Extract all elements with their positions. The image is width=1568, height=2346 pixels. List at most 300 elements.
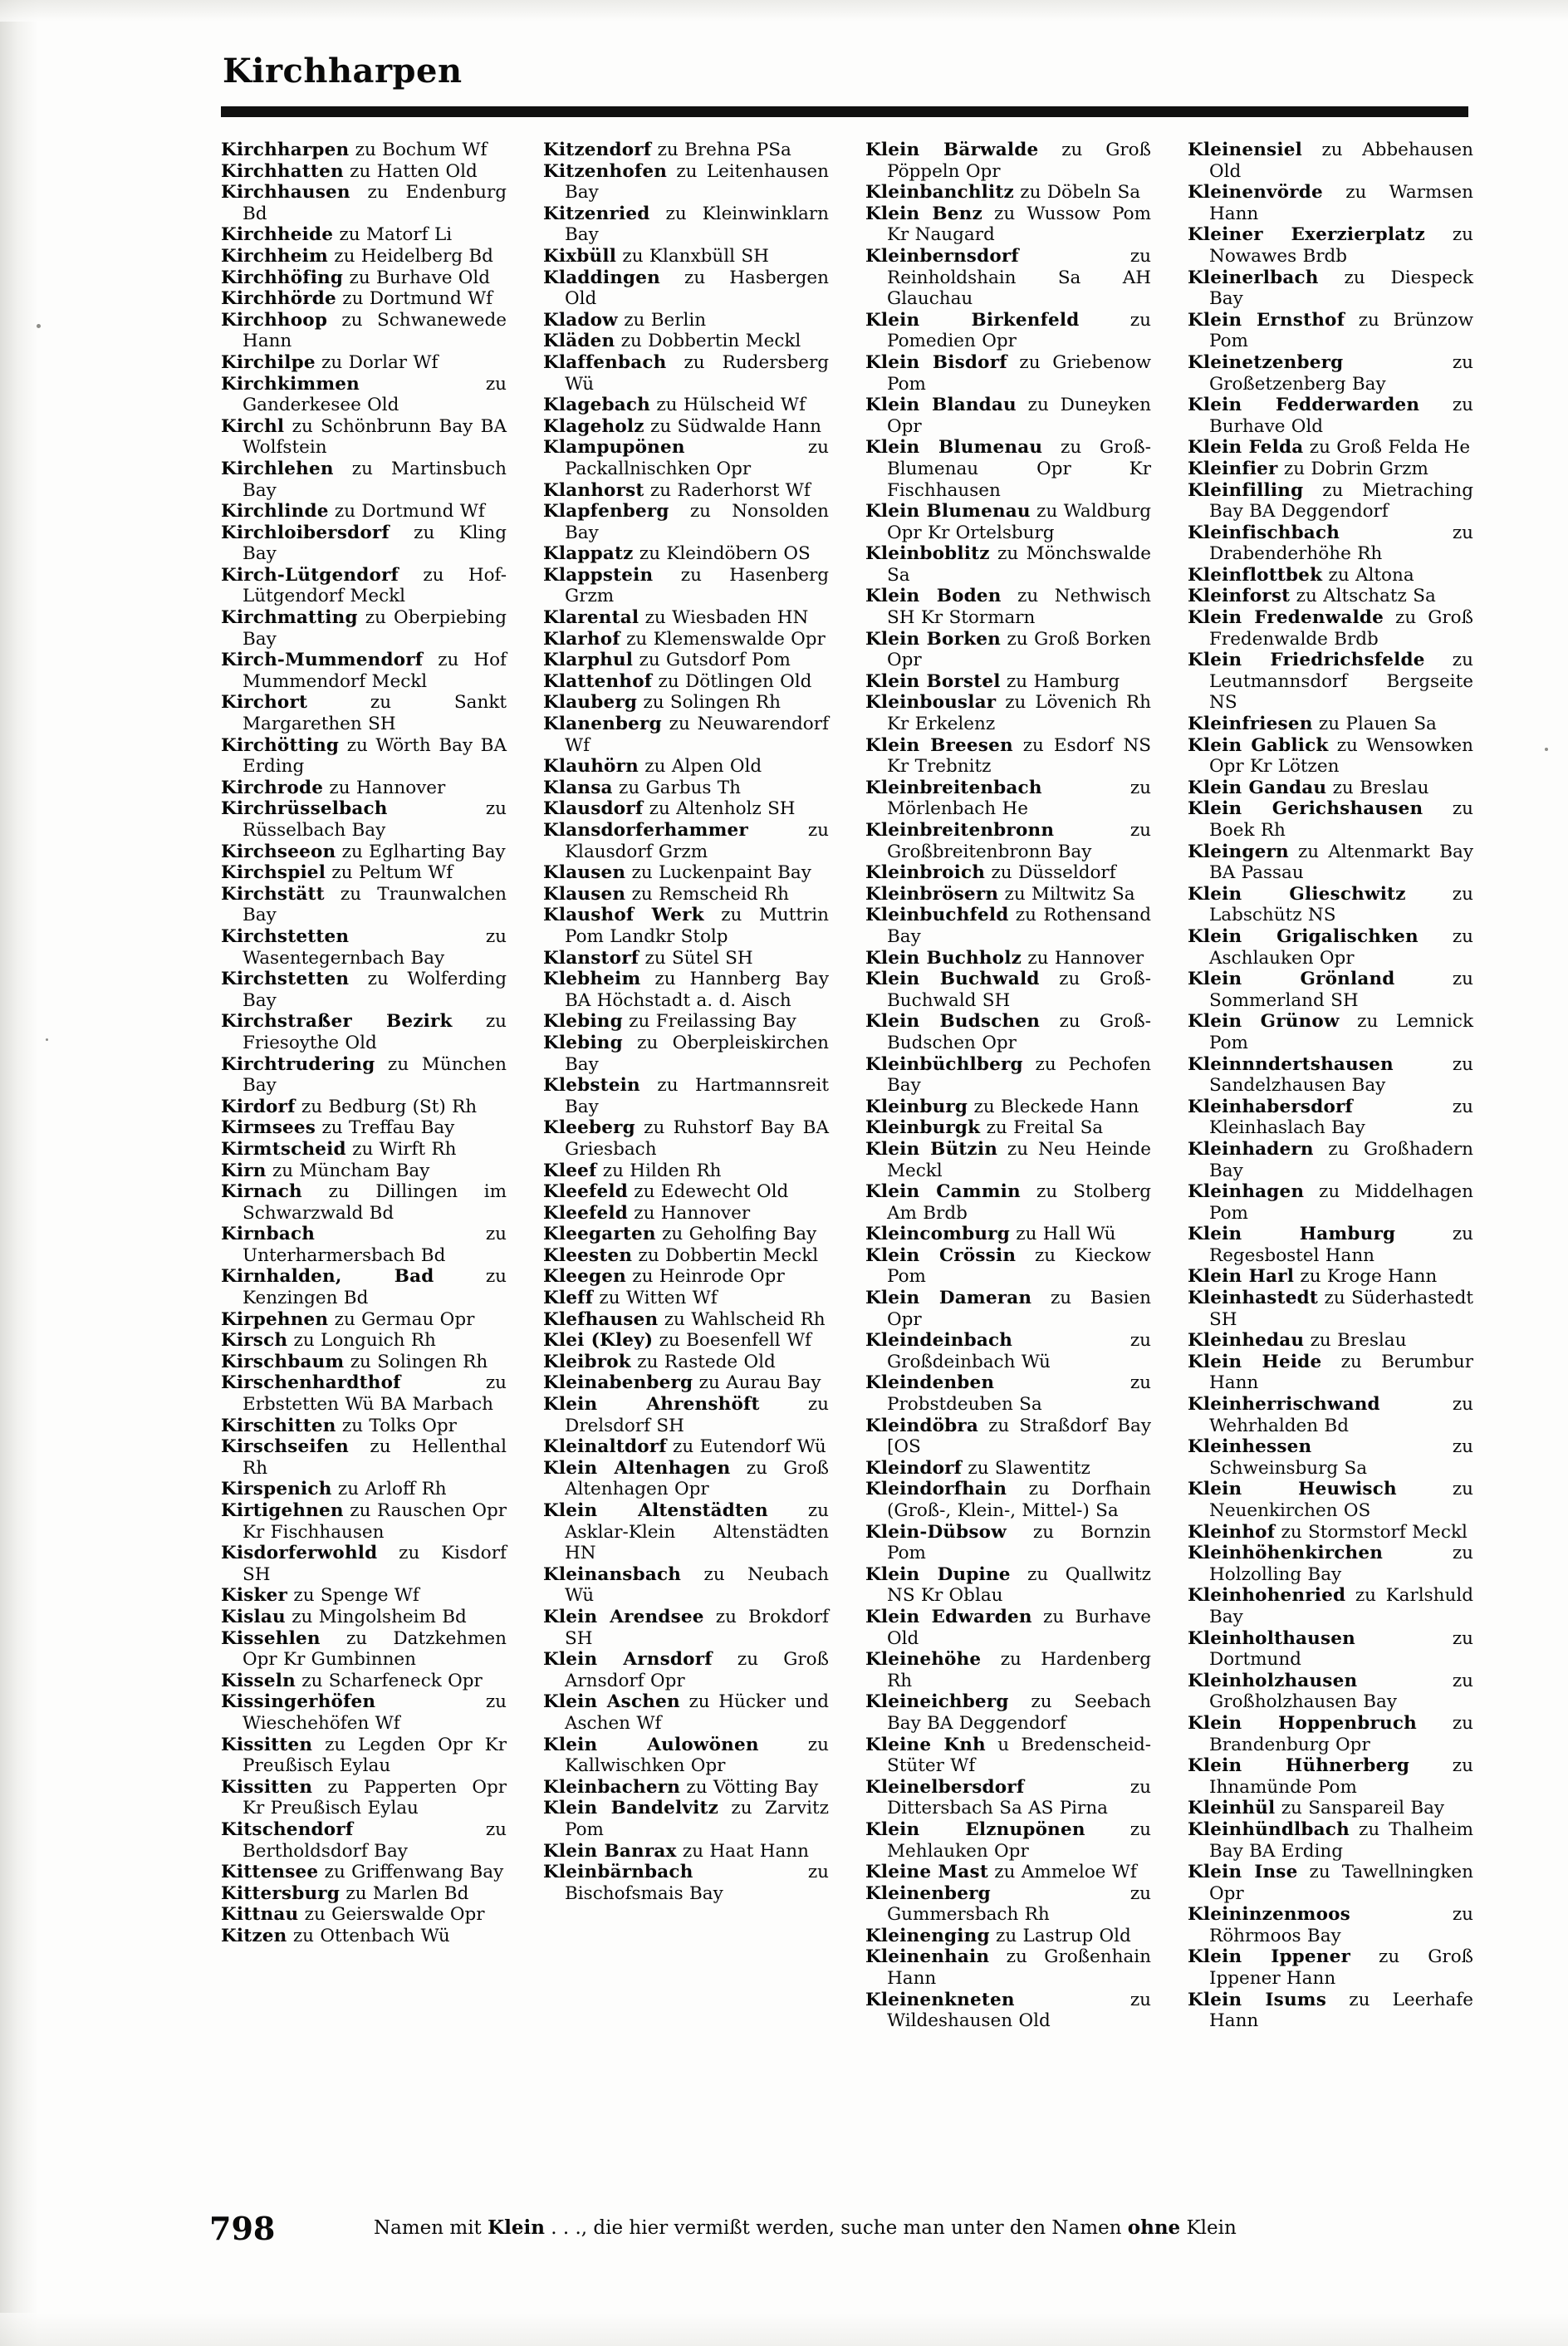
entry-reference: zu Großholzhausen Bay	[1209, 1670, 1473, 1713]
entry-reference: zu Eutendorf Wü	[666, 1436, 826, 1458]
entry-reference: zu Bischofsmais Bay	[565, 1862, 829, 1904]
entry-reference: zu Arloff Rh	[331, 1479, 447, 1500]
index-entry	[543, 161, 829, 204]
index-entry	[1188, 926, 1473, 969]
entry-headword: Kleinenging	[865, 1925, 990, 1946]
index-entry	[543, 1372, 829, 1394]
entry-headword: Kleinbreitenbach	[865, 777, 1042, 798]
entry-reference: zu Hasenberg Grzm	[565, 564, 829, 607]
entry-headword: Kisdorferwohld	[221, 1543, 378, 1564]
index-column-2	[543, 140, 829, 2167]
entry-reference: zu Ruhstorf Bay BA Griesbach	[565, 1117, 829, 1160]
entry-reference: zu Mingolsheim Bd	[285, 1606, 467, 1627]
entry-reference: zu Groß-Buchwald SH	[887, 969, 1151, 1011]
entry-reference: zu Lastrup Old	[989, 1925, 1131, 1946]
index-column-1	[221, 140, 507, 2167]
entry-reference: zu Hannover	[1022, 947, 1144, 969]
entry-reference: zu Gutsdorf Pom	[633, 650, 791, 671]
index-entry	[221, 650, 507, 692]
index-entry	[221, 1926, 507, 1947]
entry-reference: zu Miltwitz Sa	[998, 883, 1135, 905]
entry-reference: zu Traunwalchen Bay	[243, 883, 507, 926]
entry-reference: zu Dobbertin Meckl	[615, 331, 801, 352]
entry-headword: Kleinholzhausen	[1188, 1670, 1358, 1691]
entry-reference: zu Martinsbuch Bay	[243, 458, 507, 501]
entry-reference: zu Neuwarendorf Wf	[565, 714, 829, 756]
entry-reference: zu Hamburg	[1000, 670, 1120, 692]
entry-reference: zu Treffau Bay	[316, 1117, 455, 1139]
index-entry	[543, 650, 829, 671]
index-entry	[865, 1117, 1151, 1139]
entry-headword: Kittensee	[221, 1862, 319, 1883]
entry-headword: Kleegarten	[543, 1224, 656, 1245]
entry-reference: zu Holzolling Bay	[1209, 1543, 1473, 1585]
index-entry	[865, 1224, 1151, 1245]
entry-headword: Klein Isums	[1188, 1989, 1327, 2010]
entry-headword: Klein Aulowönen	[543, 1734, 759, 1755]
entry-reference: zu Kallwischken Opr	[565, 1734, 829, 1777]
index-entry	[543, 1288, 829, 1309]
entry-reference: zu Wiesbaden HN	[639, 607, 809, 629]
entry-reference: zu Döbeln Sa	[1013, 182, 1141, 204]
entry-reference: zu Hardenberg Rh	[887, 1649, 1151, 1691]
entry-reference: zu Slawentitz	[962, 1457, 1090, 1479]
index-entry	[543, 1011, 829, 1033]
entry-reference: zu Dobrin Grzm	[1277, 458, 1428, 479]
entry-reference: zu Groß-Budschen Opr	[887, 1011, 1151, 1053]
index-entry	[1188, 778, 1473, 799]
entry-headword: Klebstein	[543, 1075, 640, 1097]
index-entry	[221, 182, 507, 224]
index-entry	[221, 1691, 507, 1734]
index-entry	[1188, 1394, 1473, 1436]
index-entry	[221, 1479, 507, 1500]
entry-headword: Kirnhalden, Bad	[221, 1266, 434, 1288]
entry-headword: Klein Heide	[1188, 1351, 1322, 1372]
entry-reference: zu Eglharting Bay	[336, 841, 506, 862]
entry-reference: zu Lövenich Rh Kr Erkelenz	[887, 692, 1151, 735]
entry-headword: Klein Cammin	[865, 1181, 1021, 1203]
entry-headword: Klein Birkenfeld	[865, 309, 1080, 331]
entry-reference: zu Groß Borken Opr	[887, 628, 1151, 671]
index-entry	[1188, 480, 1473, 523]
entry-reference: zu Altona	[1322, 564, 1414, 586]
index-entry	[1188, 310, 1473, 352]
index-entry	[1188, 1543, 1473, 1585]
entry-reference: zu Rastede Old	[630, 1351, 776, 1372]
index-entry	[865, 1926, 1151, 1947]
entry-reference: zu Mörlenbach He	[887, 777, 1151, 820]
index-entry	[543, 905, 829, 947]
index-entry	[221, 1777, 507, 1819]
entry-headword: Kleine Knh	[865, 1734, 986, 1755]
entry-reference: zu Bedburg (St) Rh	[295, 1096, 478, 1117]
index-entry	[221, 1416, 507, 1437]
index-entry	[543, 1798, 829, 1840]
entry-headword: Kleefeld	[543, 1181, 628, 1203]
entry-reference: zu Rüsselbach Bay	[243, 798, 507, 841]
index-entry	[1188, 735, 1473, 778]
entry-headword: Kleinfriesen	[1188, 714, 1313, 735]
entry-headword: Kleinforst	[1188, 586, 1291, 607]
index-entry	[543, 714, 829, 756]
index-entry	[543, 1649, 829, 1691]
entry-headword: Kleinbreitenbronn	[865, 820, 1055, 841]
index-entry	[543, 1352, 829, 1373]
index-entry	[865, 1416, 1151, 1458]
entry-headword: Kläden	[543, 331, 615, 352]
index-entry	[1188, 1224, 1473, 1266]
index-entry	[543, 543, 829, 565]
entry-headword: Kirnach	[221, 1181, 302, 1203]
entry-headword: Kleinhof	[1188, 1521, 1276, 1543]
entry-reference: zu Basien Opr	[887, 1288, 1151, 1330]
index-entry	[865, 1862, 1151, 1883]
index-entry	[221, 1139, 507, 1161]
index-entry	[865, 586, 1151, 628]
entry-headword: Kittnau	[221, 1904, 299, 1926]
entry-reference: zu Stolberg Am Brdb	[887, 1181, 1152, 1224]
entry-headword: Klein Elznupönen	[865, 1818, 1085, 1840]
entry-headword: Kirchstetten	[221, 969, 350, 990]
entry-reference: zu Nowawes Brdb	[1209, 224, 1473, 267]
entry-reference: zu Drabenderhöhe Rh	[1209, 522, 1473, 565]
entry-headword: Klausen	[543, 862, 626, 884]
entry-headword: Klein Glieschwitz	[1188, 883, 1406, 905]
index-entry	[865, 1777, 1151, 1819]
entry-reference: zu Edewecht Old	[627, 1181, 789, 1203]
entry-reference: zu Middelhagen Pom	[1209, 1181, 1473, 1224]
entry-reference: zu Hellenthal Rh	[243, 1436, 507, 1479]
entry-reference: zu Leutmannsdorf Bergseite NS	[1209, 650, 1473, 714]
entry-headword: Kleinbanchlitz	[865, 182, 1014, 204]
index-entry	[543, 862, 829, 884]
entry-headword: Kleinelbersdorf	[865, 1776, 1025, 1798]
index-entry	[865, 948, 1151, 969]
index-entry	[221, 288, 507, 310]
index-entry	[1188, 352, 1473, 395]
entry-headword: Klein Blumenau	[865, 437, 1043, 459]
entry-reference: zu Straßdorf Bay [OS	[887, 1415, 1151, 1458]
entry-reference: zu Plauen Sa	[1312, 714, 1437, 735]
entry-reference: zu Groß Felda He	[1303, 437, 1471, 459]
entry-reference: zu Mehlauken Opr	[887, 1818, 1151, 1862]
entry-headword: Kirchlinde	[221, 501, 329, 523]
entry-headword: Kirchloibersdorf	[221, 522, 390, 543]
index-entry	[865, 310, 1151, 352]
entry-headword: Kleinbouslar	[865, 692, 997, 714]
index-entry	[865, 1883, 1151, 1926]
entry-headword: Kisker	[221, 1585, 288, 1607]
index-entry	[865, 1479, 1151, 1521]
entry-headword: Klein Boden	[865, 586, 1002, 607]
index-entry	[221, 267, 507, 289]
entry-reference: zu Rothensand Bay	[887, 905, 1151, 947]
index-entry	[1188, 267, 1473, 310]
entry-reference: zu Groß Altenhagen Opr	[565, 1457, 830, 1500]
entry-reference: zu Dötlingen Old	[652, 670, 812, 692]
index-entry	[1188, 459, 1473, 480]
index-entry	[865, 204, 1151, 246]
index-entry	[221, 735, 507, 778]
entry-reference: zu Ottenbach Wü	[287, 1925, 450, 1946]
index-entry	[543, 607, 829, 629]
index-entry	[543, 1607, 829, 1649]
entry-reference: zu Datzkehmen Opr Kr Gumbinnen	[243, 1627, 507, 1671]
index-entry	[865, 862, 1151, 884]
entry-headword: Klein Bützin	[865, 1138, 998, 1160]
entry-headword: Kleinboblitz	[865, 543, 990, 565]
index-entry	[1188, 1990, 1473, 2032]
entry-reference: zu Müncham Bay	[266, 1160, 430, 1181]
index-entry	[1188, 1755, 1473, 1798]
entry-headword: Kissitten	[221, 1776, 313, 1798]
entry-reference: zu Garbus Th	[612, 777, 741, 798]
entry-reference: zu Haat Hann	[676, 1840, 809, 1862]
entry-reference: zu Groß Fredenwalde Brdb	[1209, 607, 1473, 650]
entry-headword: Kirchort	[221, 692, 308, 714]
entry-reference: zu Hatten Old	[343, 160, 478, 182]
entry-reference: zu Regesbostel Hann	[1209, 1224, 1474, 1266]
entry-headword: Klein Edwarden	[865, 1606, 1032, 1627]
entry-reference: zu Labschütz NS	[1209, 883, 1473, 926]
entry-reference: zu Raderhorst Wf	[644, 479, 811, 501]
index-entry	[543, 1181, 829, 1203]
index-entry	[221, 1436, 507, 1479]
entry-reference: zu Bochum Wf	[349, 140, 488, 160]
entry-reference: zu Asklar-Klein Altenstädten HN	[565, 1500, 830, 1564]
index-entry	[543, 501, 829, 543]
entry-reference: zu Wörth Bay BA Erding	[243, 734, 507, 778]
entry-reference: zu Hall Wü	[1009, 1224, 1116, 1245]
entry-headword: Klein Borken	[865, 628, 1001, 650]
entry-reference: zu Wussow Pom Kr Naugard	[887, 203, 1151, 246]
entry-headword: Kleinfilling	[1188, 479, 1304, 501]
entry-reference: zu Hasbergen Old	[565, 267, 829, 310]
entry-headword: Klein Hühnerberg	[1188, 1755, 1410, 1777]
entry-headword: Kleinbrösern	[865, 883, 999, 905]
entry-headword: Kirchharpen	[221, 140, 350, 160]
index-entry	[221, 884, 507, 926]
entry-reference: zu Altenmarkt Bay BA Passau	[1209, 841, 1473, 884]
entry-headword: Kladow	[543, 309, 618, 331]
index-entry	[543, 798, 829, 820]
entry-headword: Kirchseeon	[221, 841, 336, 862]
entry-headword: Kleinfier	[1188, 458, 1278, 479]
entry-headword: Kirchlehen	[221, 458, 334, 479]
entry-headword: Kleindorfhain	[865, 1479, 1007, 1500]
entry-headword: Klein Fedderwarden	[1188, 395, 1420, 416]
entry-headword: Kirchrode	[221, 777, 324, 798]
index-entry	[221, 1671, 507, 1692]
entry-reference: zu Hof Mummendorf Meckl	[243, 650, 507, 692]
index-entry	[1188, 1798, 1473, 1819]
index-entry	[865, 905, 1151, 947]
entry-reference: zu Hilden Rh	[596, 1160, 722, 1181]
entry-reference: zu Quallwitz NS Kr Oblau	[887, 1563, 1151, 1607]
entry-headword: Klebing	[543, 1011, 623, 1033]
entry-headword: Kirdorf	[221, 1096, 296, 1117]
index-entry	[221, 1309, 507, 1331]
entry-headword: Kirchhoop	[221, 309, 328, 331]
entry-headword: Klattenhof	[543, 670, 653, 692]
entry-reference: zu Stormstorf Meckl	[1275, 1521, 1468, 1543]
index-entry	[865, 1819, 1151, 1862]
index-entry	[543, 969, 829, 1011]
entry-headword: Klappstein	[543, 564, 654, 586]
entry-headword: Kleinaltdorf	[543, 1436, 667, 1458]
entry-reference: zu Gummersbach Rh	[887, 1882, 1151, 1926]
entry-headword: Kleinbernsdorf	[865, 245, 1019, 267]
entry-headword: Kirchhausen	[221, 182, 350, 204]
entry-headword: Klein Banrax	[543, 1840, 677, 1862]
entry-reference: zu Scharfeneck Opr	[295, 1670, 483, 1691]
entry-headword: Klein Grönland	[1188, 969, 1395, 990]
entry-headword: Kleinburgk	[865, 1117, 981, 1139]
entry-reference: zu Hülscheid Wf	[649, 395, 806, 416]
entry-reference: zu Ganderkesee Old	[243, 373, 507, 416]
entry-reference: zu Warmsen Hann	[1209, 182, 1473, 224]
entry-headword: Kleinherrischwand	[1188, 1394, 1380, 1416]
index-entry	[221, 246, 507, 267]
index-entry	[865, 820, 1151, 862]
entry-headword: Kleinbüchlberg	[865, 1053, 1023, 1075]
entry-reference: zu Packallnischken Opr	[565, 437, 829, 479]
entry-reference: zu Düsseldorf	[985, 862, 1116, 884]
entry-reference: zu Pechofen Bay	[887, 1053, 1151, 1097]
entry-reference: zu Griffenwang Bay	[318, 1862, 504, 1883]
entry-reference: zu Hannover	[627, 1202, 751, 1224]
entry-headword: Klanenberg	[543, 714, 662, 735]
index-entry	[543, 1033, 829, 1075]
entry-headword: Klanstorf	[543, 947, 639, 969]
entry-reference: zu Kleindöbern OS	[633, 543, 811, 565]
entry-reference: zu Aurau Bay	[693, 1372, 821, 1394]
entry-headword: Klein Dameran	[865, 1288, 1032, 1309]
entry-headword: Kirschitten	[221, 1415, 336, 1436]
index-entry	[865, 1649, 1151, 1691]
index-entry	[543, 310, 829, 331]
entry-headword: Kleininzenmoos	[1188, 1904, 1350, 1926]
entry-reference: zu Dobbertin Meckl	[632, 1244, 819, 1266]
entry-headword: Kleinhündlbach	[1188, 1818, 1350, 1840]
entry-reference: zu Matorf Li	[333, 224, 453, 246]
entry-headword: Klein Bärwalde	[865, 140, 1039, 160]
entry-headword: Kleegen	[543, 1266, 626, 1288]
entry-headword: Kleff	[543, 1288, 594, 1309]
entry-headword: Kladdingen	[543, 267, 660, 288]
entry-headword: Klein Gandau	[1188, 777, 1327, 798]
entry-reference: zu Waldburg Opr Kr Ortelsburg	[887, 501, 1151, 543]
entry-headword: Kleef	[543, 1160, 597, 1181]
entry-headword: Klampupönen	[543, 437, 685, 459]
index-entry	[221, 501, 507, 523]
index-entry	[1188, 1522, 1473, 1544]
entry-reference: zu Dortmund	[1209, 1627, 1473, 1671]
entry-headword: Kleinhadern	[1188, 1138, 1314, 1160]
entry-reference: zu Hof-Lütgendorf Meckl	[243, 564, 507, 607]
entry-headword: Kleibrok	[543, 1351, 631, 1372]
entry-headword: Kirchheim	[221, 245, 328, 267]
footer-note-keyword-klein: Klein	[488, 2216, 545, 2239]
entry-reference: zu Kieckow Pom	[887, 1244, 1151, 1288]
entry-reference: zu Wehrhalden Bd	[1209, 1394, 1473, 1436]
entry-reference: zu Germau Opr	[328, 1308, 475, 1330]
entry-reference: zu Burhave Old	[343, 267, 491, 288]
entry-headword: Kleinhagen	[1188, 1181, 1305, 1203]
entry-reference: zu Muttrin Pom Landkr Stolp	[565, 905, 829, 947]
index-entry	[865, 884, 1151, 906]
entry-headword: Kleinbärnbach	[543, 1862, 693, 1883]
index-entry	[543, 1500, 829, 1564]
entry-headword: Kleefeld	[543, 1202, 628, 1224]
entry-headword: Klein Budschen	[865, 1011, 1041, 1033]
entry-reference: zu Hücker und Aschen Wf	[565, 1691, 829, 1734]
entry-reference: zu Remscheid Rh	[625, 883, 790, 905]
index-entry	[865, 969, 1151, 1011]
index-entry	[221, 140, 507, 161]
index-entry	[865, 1522, 1151, 1564]
entry-headword: Kirchstraßer Bezirk	[221, 1011, 453, 1033]
index-entry	[1188, 1436, 1473, 1479]
index-entry	[1188, 1819, 1473, 1862]
index-entry	[221, 224, 507, 246]
index-entry	[543, 1777, 829, 1799]
entry-reference: u Bredenscheid-Stüter Wf	[887, 1734, 1152, 1777]
index-entry	[865, 543, 1151, 586]
index-entry	[543, 671, 829, 693]
entry-headword: Klein Grünow	[1188, 1011, 1340, 1033]
entry-headword: Kitzendorf	[543, 140, 652, 160]
entry-headword: Klein Fredenwalde	[1188, 607, 1384, 629]
entry-headword: Kirmtscheid	[221, 1138, 346, 1160]
entry-reference: zu Reinholdshain Sa AH Glauchau	[887, 245, 1151, 310]
entry-headword: Kirchhörde	[221, 288, 336, 310]
entry-reference: zu Sandelzhausen Bay	[1209, 1053, 1473, 1097]
entry-headword: Kleeberg	[543, 1117, 635, 1139]
entry-headword: Kixbüll	[543, 245, 617, 267]
index-entry	[1188, 884, 1473, 926]
entry-reference: zu Marlen Bd	[340, 1882, 469, 1904]
entry-reference: zu Neubach Wü	[565, 1563, 829, 1607]
entry-reference: zu Griebenow Pom	[887, 351, 1152, 395]
entry-reference: zu Lemnick Pom	[1209, 1011, 1473, 1053]
entry-headword: Klein Borstel	[865, 670, 1001, 692]
entry-headword: Klansa	[543, 777, 613, 798]
index-entry	[543, 1394, 829, 1436]
entry-headword: Klausen	[543, 883, 626, 905]
entry-headword: Kleinhessen	[1188, 1436, 1312, 1458]
entry-reference: zu Erbstetten Wü BA Marbach	[243, 1372, 507, 1416]
index-entry	[543, 756, 829, 778]
index-entry	[1188, 1671, 1473, 1713]
entry-headword: Klauhörn	[543, 756, 639, 778]
entry-reference: zu Karlshuld Bay	[1209, 1585, 1473, 1627]
entry-headword: Kleinholthausen	[1188, 1627, 1356, 1649]
index-entry	[865, 1245, 1151, 1288]
entry-headword: Klein Blumenau	[865, 501, 1031, 523]
index-entry	[221, 692, 507, 734]
index-entry	[865, 246, 1151, 310]
entry-reference: zu Oberpiebing Bay	[243, 607, 507, 650]
index-entry	[221, 1904, 507, 1926]
entry-headword: Klein Gerichshausen	[1188, 798, 1423, 820]
index-entry	[221, 1181, 507, 1224]
index-entry	[221, 1330, 507, 1352]
entry-reference: zu Witten Wf	[593, 1288, 718, 1309]
entry-headword: Kirchmatting	[221, 607, 358, 629]
entry-reference: zu Duneyken Opr	[887, 395, 1151, 437]
